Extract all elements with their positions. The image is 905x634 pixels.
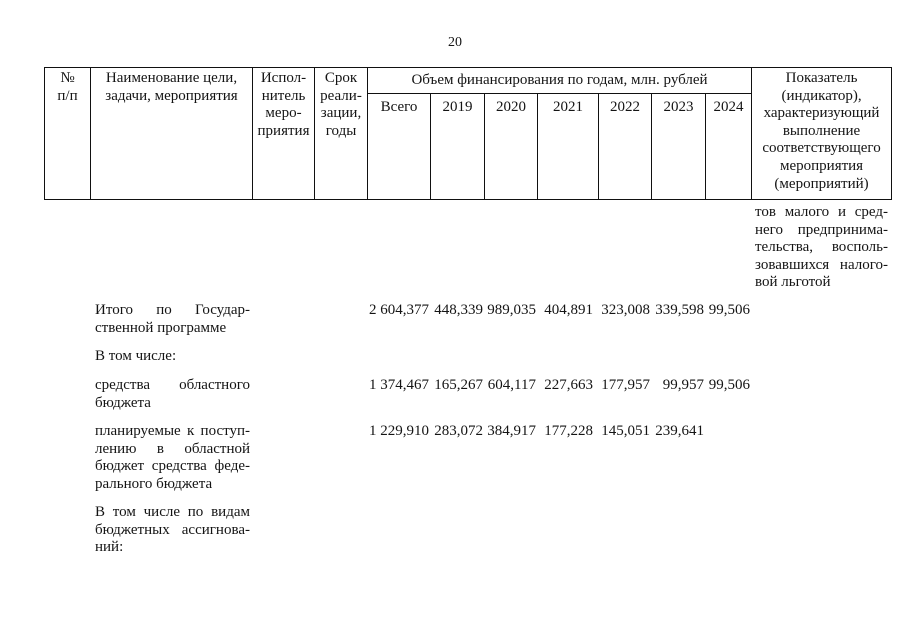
header-row-top [45, 68, 892, 94]
value-2023: 99,957 [662, 377, 704, 393]
indicator-continuation-line: тельства, восполь- [755, 239, 888, 256]
value-2024: 99,506 [708, 377, 750, 393]
header-year-2022: 2022 [599, 94, 652, 200]
header-executor [253, 68, 315, 200]
header-number-line: п/п [57, 87, 78, 104]
header-indicator-line: Показатель [785, 70, 858, 86]
value-2020: 384,917 [487, 423, 536, 439]
header-executor-line: нитель [261, 87, 306, 104]
value-2020: 604,117 [487, 377, 536, 393]
table-row-federal-budget [0, 423, 905, 503]
header-term-line: реали- [320, 87, 362, 104]
header-executor-line: приятия [257, 122, 310, 139]
row-name-line: ственной программе [95, 319, 227, 336]
row-name [95, 423, 250, 493]
row-name-line: В том числе: [95, 348, 177, 364]
page-number: 20 [448, 35, 462, 50]
header-indicator-line: (мероприятий) [774, 175, 869, 192]
row-name-line: Итого по Государ- [95, 302, 250, 318]
row-name-line: лению в областной [95, 440, 250, 457]
row-name-line: бюджет средства феде- [95, 458, 250, 475]
header-year-2023: 2023 [652, 94, 706, 200]
header-term [315, 68, 368, 200]
row-name-line: В том числе по видам [95, 504, 250, 520]
value-2023: 239,641 [655, 423, 704, 439]
header-number [45, 68, 91, 200]
value-total: 1 374,467 [369, 377, 429, 393]
table-row-by-allocation-types [0, 504, 905, 584]
header-number-line: № [60, 70, 75, 86]
header-term-line: годы [325, 122, 357, 139]
value-2019: 165,267 [434, 377, 483, 393]
table-header [44, 67, 892, 200]
indicator-continuation-line: него предпринима- [755, 221, 888, 238]
header-total: Всего [368, 94, 431, 200]
header-executor-line: Испол- [260, 70, 307, 86]
value-2022: 323,008 [601, 302, 650, 318]
row-name-line: средства областного [95, 377, 250, 393]
indicator-continuation-line: тов малого и сред- [755, 204, 888, 220]
header-year-2024: 2024 [706, 94, 752, 200]
value-total: 1 229,910 [369, 423, 429, 439]
row-name-line: ний: [95, 539, 124, 556]
header-name-line: Наименование цели, [105, 70, 238, 86]
header-year-2019: 2019 [431, 94, 485, 200]
row-name [95, 302, 250, 337]
header-year-2020: 2020 [485, 94, 538, 200]
header-indicator-line: выполнение [782, 122, 861, 139]
value-2023: 339,598 [655, 302, 704, 318]
header-term-line: Срок [324, 70, 358, 86]
value-2019: 283,072 [434, 423, 483, 439]
value-total: 2 604,377 [369, 302, 429, 318]
header-indicator-line: характеризующий [763, 105, 880, 122]
row-name-line: планируемые к поступ- [95, 423, 250, 439]
row-name [95, 504, 250, 557]
header-indicator-line: мероприятия [779, 157, 864, 174]
value-2022: 145,051 [601, 423, 650, 439]
header-financing-title: Объем финансирования по годам, млн. рублей [368, 68, 752, 94]
row-name [95, 348, 250, 366]
header-name [91, 68, 253, 200]
value-2024: 99,506 [708, 302, 750, 318]
header-indicator-line: соответствующего [762, 140, 881, 157]
value-2020: 989,035 [487, 302, 536, 318]
header-name-line: задачи, мероприятия [105, 87, 238, 104]
header-year-2021: 2021 [538, 94, 599, 200]
indicator-continuation-line: зовавшихся налого- [755, 256, 888, 273]
row-name [95, 377, 250, 412]
row-name-line: рального бюджета [95, 475, 213, 492]
indicator-continuation [755, 204, 888, 292]
value-2021: 404,891 [544, 302, 593, 318]
value-2021: 227,663 [544, 377, 593, 393]
header-indicator-line: (индикатор), [781, 87, 862, 104]
indicator-continuation-line: вой льготой [755, 274, 831, 291]
row-name-line: бюджетных ассигнова- [95, 521, 250, 538]
header-term-line: зации, [320, 105, 362, 122]
value-2022: 177,957 [601, 377, 650, 393]
header-indicator [752, 68, 892, 200]
header-executor-line: меро- [265, 105, 302, 122]
value-2021: 177,228 [544, 423, 593, 439]
row-name-line: бюджета [95, 394, 151, 411]
value-2019: 448,339 [434, 302, 483, 318]
